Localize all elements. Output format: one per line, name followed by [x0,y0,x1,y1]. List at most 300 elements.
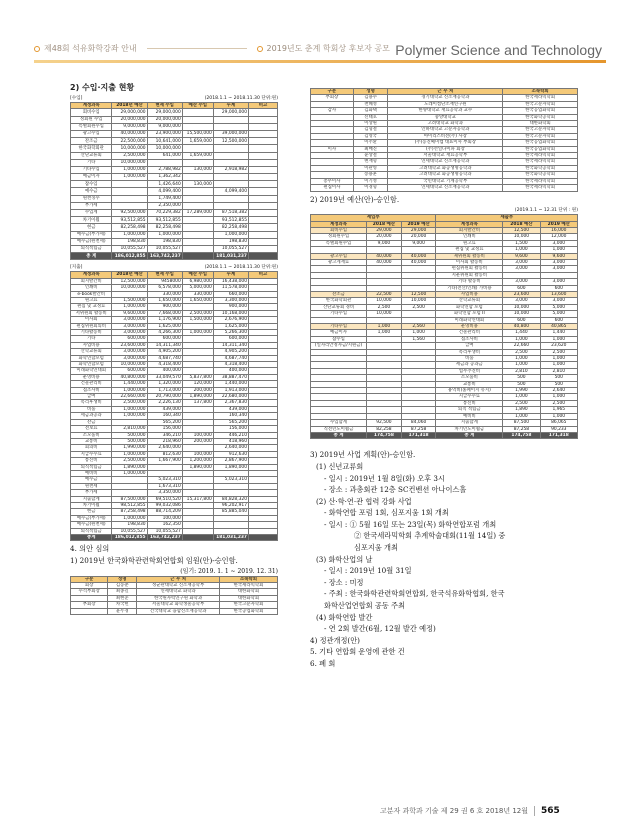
table-cell: 10,000,000 [147,145,182,152]
journal-info: 고분자 과학과 기술 제 29 권 6 호 2018년 12월 [380,807,529,815]
table-cell: 1,500,000 [112,297,147,303]
table-cell: 10,641,000 [147,138,182,145]
table-cell: 4,099,400 [147,188,182,195]
total-cell: 171,318 [401,432,436,438]
table-cell: 예수금 [71,188,112,195]
table-cell: 이사회 [71,317,112,323]
plan-line: (2) 산·학·연·관 협력 강화 사업 [316,496,412,506]
table-cell: 기타수입 [71,166,112,173]
table-cell: 20,790,000 [147,394,182,400]
table-cell: 기타수입 [311,311,367,317]
column-header: 현재 수입 [147,103,182,109]
table-cell: 1,440,000 [112,381,147,387]
table-cell: 현금 [71,509,112,515]
table-cell: 건물관리비 [436,330,503,336]
table-row [71,210,278,217]
total-cell: 181,031,237 [213,535,248,541]
table-cell: 예금이자 [311,330,367,336]
budget-unit: (2019.1.1 ~ 12.31 단위 : 원) [514,208,578,214]
table-cell: 총무이사 [311,178,354,184]
table-cell: 10,000,000 [112,362,147,368]
table-cell: 3,000 [503,266,540,272]
header-tabs [34,43,390,54]
table-cell: 96,202,917 [213,502,248,508]
table-cell: 40,000,000 [112,130,147,137]
table-cell: 1,200,000 [182,458,213,464]
table-cell: 최종길 [108,589,137,595]
table-cell: 3,350,000 [147,490,182,496]
table-cell: 경기대학교 신소재공학과 [388,95,503,101]
table-row [71,238,278,245]
table-cell: 1,713,000 [147,387,182,393]
table-row [71,166,278,173]
table-cell: 1,000,000 [112,166,147,173]
table-cell: 2,867,900 [213,458,248,464]
table-cell: 23,620 [540,343,577,349]
table-cell: 김형철 [353,127,388,133]
table-cell: 차기이월 [71,217,112,224]
table-cell: 대한화학회 [503,121,578,127]
table-cell: 3,000 [540,240,577,246]
table-cell: 2,226,130 [147,400,182,406]
table-cell: 2,676,900 [213,317,248,323]
table-cell: 한국화학회관 [311,298,367,304]
table-cell [249,123,278,130]
table-cell: 87,258 [503,426,540,432]
header-tab-1[interactable]: 제48회 석유화학강좌 안내 [44,44,137,53]
table-cell: 29,000 [401,227,436,233]
table-cell: 1,000 [540,247,577,253]
total-cell [182,253,213,260]
table-cell: 22,500,000 [112,138,147,145]
table-cell: 100,000 [182,451,213,457]
plan-line: 3) 2019년 사업 계획(안)-승인함. [310,450,416,460]
table-row [71,278,278,284]
table-cell: 미래화학연대회 [71,368,112,374]
table-cell: 한국화학공학회 [503,114,578,120]
table-cell: 3,000 [540,259,577,265]
table-cell: 인하대학교 고분자공학과 [388,127,503,133]
table-cell: 9,600,000 [112,310,147,316]
table-cell: 한국세라믹학회 [503,178,578,184]
table-cell: 12,500,000 [112,278,147,284]
table-cell: 82,258,498 [147,224,182,231]
table-cell: 9,000,000 [147,123,182,130]
table-cell: 원고료 [71,297,112,303]
table-cell: 3,000 [503,279,540,285]
table-cell: 5,000,000 [182,285,213,291]
table-cell: 10,168,000 [213,310,248,316]
table-cell: 급여 [436,343,503,349]
table-cell: 3,300,000 [213,297,248,303]
table-cell: 한국화학회관 [71,145,112,152]
table-cell: 1,990,000 [112,445,147,451]
table-cell: 이기성 [353,178,388,184]
table-cell: 원천세 [71,483,112,489]
table-cell: 1,000 [503,247,540,253]
table-cell: 10,000,000 [112,159,147,166]
table-cell: 1,659,000 [182,152,213,159]
table-cell: 퇴직적립금 [71,464,112,470]
table-cell: 기타(전산/인쇄) 가비용 [436,285,503,291]
table-cell: 1,673,310 [147,483,182,489]
total-cell [249,535,278,541]
table-cell [249,174,278,181]
table-cell: 부회장 [311,95,354,101]
table-cell: 900,000 [213,304,248,310]
table-label: [수입] [70,96,83,101]
table-cell: 93,512,855 [112,217,147,224]
table-cell [182,202,213,209]
table-cell: 29,000 [367,227,402,233]
plan-line: (3) 화학산업의 날 [316,554,373,564]
table-cell: 최현준 [108,595,137,601]
table-cell: 500 [540,381,577,387]
table-cell [213,181,248,188]
table-cell: 1,000 [503,413,540,419]
plan-line: - 화학연합 포럼 1회, 심포지움 1회 개최 [324,508,449,518]
table-cell: 5,023,310 [147,477,182,483]
officers-table-continued [310,88,578,192]
column-header: 누계 [213,103,248,109]
table-cell: 1,890,000 [213,464,248,470]
table-cell: 급여 [71,394,112,400]
table-cell: 40,800 [503,324,540,330]
table-unit: (2018.1.1 ~ 2018.11.30 단위:원) [204,96,278,101]
table-cell: 윤상철 [353,153,388,159]
table-cell: 1,000,000 [112,406,147,412]
table-cell: 1,913,000 [213,387,248,393]
column-header: 2019 예산 [540,221,577,227]
column-header: 예산 수입 [182,272,213,278]
table-cell: 예비비 [436,413,503,419]
table-cell: 1,000,000 [213,231,248,238]
table-cell: 1,000 [503,356,540,362]
table-cell: 한국공업화학회 [503,140,578,146]
plan-line: 4) 정관개정(안) [310,635,360,645]
table-cell [182,188,213,195]
table-cell [213,195,248,202]
table-cell: 1,000,000 [182,330,213,336]
table-cell [249,138,278,145]
table-cell: 산학교류회 [436,298,503,304]
table-cell: 99,032,086 [147,502,182,508]
table-cell: 16,000 [540,227,577,233]
table-cell: 4,905,200 [213,349,248,355]
table-cell: 10,000,000 [112,145,147,152]
table-cell: 최배진 [353,146,388,152]
table-cell: 한국고분자학회 [503,133,578,139]
table-cell: 446,210 [213,432,248,438]
table-cell: 1,000 [503,362,540,368]
column-header: 누계 [213,272,248,278]
column-header: 2018 예산 [503,221,540,227]
table-cell: 4,266,300 [147,330,182,336]
table-cell: 5,266,300 [213,330,248,336]
table-cell: 10,000,000 [112,285,147,291]
table-row [71,291,278,297]
plan-line: 심포지움 개최 [354,543,398,553]
table-row [71,138,278,145]
total-cell [249,253,278,260]
table-cell: 소모품비 [71,432,112,438]
table-cell: 92,500 [367,420,402,426]
column-header: 근 무 처 [388,89,503,95]
table-cell: 600,000 [112,368,147,374]
table-cell: 2,367,830 [213,400,248,406]
table-cell: 2,500,000 [182,310,213,316]
table-cell: 500 [503,381,540,387]
table-cell: 한국고분자학회 [503,127,578,133]
table-cell: 500 [540,375,577,381]
table-cell: 500 [503,375,540,381]
table-cell: 17,289,000 [182,210,213,217]
table-cell: 1,000,000 [112,451,147,457]
table-cell: 편집위원회 활동비 [436,266,503,272]
group-header: 세출부 [436,215,578,221]
column-header: 2018년 예산 [112,103,147,109]
page-header [0,0,622,62]
table-cell: 도레이첨단소재연구원 [388,101,503,107]
table-cell: 한국세라믹학회 [503,153,578,159]
table-cell: 565,200 [213,419,248,425]
table-cell: 84,060 [401,420,436,426]
table-cell: 광고게재료 [311,259,367,265]
table-row [71,202,278,209]
column-header: 소속학회 [503,89,578,95]
table-cell: 12,000 [540,234,577,240]
table-row [71,330,278,336]
left-column [70,78,278,615]
table-cell: 87,258 [401,426,436,432]
table-cell: 20,000,000 [112,116,147,123]
table-cell: 회의비 [71,445,112,451]
table-cell: 1,000 [503,394,540,400]
table-row [71,400,278,406]
table-cell: 500,000 [112,432,147,438]
table-cell [182,224,213,231]
table-cell [213,159,248,166]
table-row [311,185,578,191]
table-cell: 제위원회 활동비 [436,253,503,259]
table-cell: 운영비용 [436,324,503,330]
page-footer [380,806,560,816]
table-cell: 1,659,000 [182,138,213,145]
table-row [71,109,278,116]
table-cell: 고려대학교 화공생명공학과 [388,172,503,178]
table-cell: 화학연합포럼 [71,355,112,361]
table-cell: 9,600 [540,253,577,259]
total-cell: 174,758 [503,432,540,438]
table-cell: 산단교류회 경비 [311,304,367,310]
officers-table [70,576,278,615]
table-cell: 1,362,342 [147,174,182,181]
table-row [71,181,278,188]
column-header: 2019 예산 [401,221,436,227]
table-cell [213,123,248,130]
table-cell: 국민대학교 기계공학부 [388,178,503,184]
table-row [71,362,278,368]
table-cell: 439,000 [147,406,182,412]
table-cell: 중앙대학교 [388,114,503,120]
table-cell: 14,311,340 [147,342,182,348]
total-cell: 174,758 [367,432,402,438]
right-column [310,88,578,670]
table-cell: 한국세라믹학회 [503,95,578,101]
table-cell: 93,512,855 [147,217,182,224]
total-cell: 총 계 [436,432,503,438]
table-cell [182,159,213,166]
plan-line: - 장소 : 과총회관 12층 SC컨벤션 아나이스홀 [324,485,467,495]
table-cell: 1,440,000 [213,381,248,387]
table-cell: 통신비 [436,400,503,406]
table-row [71,310,278,316]
table-cell: 600,000 [112,336,147,342]
table-cell: 신태호 [353,114,388,120]
table-cell: 1,965 [540,407,577,413]
table-cell [249,224,278,231]
table-cell [182,109,213,116]
table-cell: 400,000 [147,368,182,374]
table-cell: 330,000 [147,291,182,297]
table-row [71,355,278,361]
table-cell: 수입합계 [311,420,367,426]
table-cell: 한국고분자학회 [220,602,278,608]
table-cell [147,159,182,166]
table-cell [182,231,213,238]
table-cell: 1,440 [503,330,540,336]
bullet-icon [34,46,40,52]
table-cell: 9,000 [401,240,436,246]
table-cell: 송용훈 [353,172,388,178]
table-row [71,174,278,181]
budget-heading: 2) 2019년 예산(안)-승인함. [310,194,400,204]
total-cell: 181,031,237 [213,253,248,260]
table-cell: 3,000 [503,298,540,304]
table-cell: 69,510,520 [147,496,182,502]
table-cell: 감사 [311,108,354,114]
table-row [71,323,278,329]
table-cell: 40,000 [367,259,402,265]
table-cell: 1,650,000 [182,297,213,303]
plan-line: (1) 신년교류회 [316,461,364,471]
table-cell: 한국고분자학회 [503,101,578,107]
table-cell: 예수금(원천세) [71,522,112,528]
table-row [71,231,278,238]
table-row [71,608,278,614]
column-header: 계정과목 [71,103,112,109]
table-cell: 22,660,000 [112,394,147,400]
table-cell: 1,000,000 [147,231,182,238]
table-cell: 1,426,640 [147,181,182,188]
table-cell: 화학연합 포럼 II [436,311,503,317]
table-cell: 이경형 [353,185,388,191]
table-cell: 비품 [71,406,112,412]
table-cell: 4,905,200 [147,349,182,355]
budget-table [310,214,578,439]
table-cell: 40,000 [401,259,436,265]
table-cell: 10,055,527 [213,245,248,252]
table-cell [182,217,213,224]
page-number: 565 [534,806,560,816]
table-cell: 198,830 [213,238,248,245]
table-cell: 1,749,400 [147,195,182,202]
table-cell: 비품 [436,356,503,362]
column-header: 성명 [353,89,388,95]
section-title: 2) 수입·지출 현황 [70,83,135,92]
table-cell: 3,000,000 [112,330,147,336]
table-cell: 2,500 [367,304,402,310]
table-cell: 이사 [311,146,354,152]
table-cell: 1,000 [367,330,402,336]
table-cell: 10,000 [401,298,436,304]
table-cell: 10,000 [367,311,402,317]
table-cell: 원천징수 [71,195,112,202]
plan-line: 화학산업연합회 공동 주최 [324,601,405,611]
header-tab-2[interactable]: 2019년도 춘계 학회상 후보자 공모 [266,44,390,53]
table-cell: 23,600,000 [112,342,147,348]
table-cell: 1,000,000 [112,387,147,393]
total-cell: 186,012,855 [112,253,147,260]
agenda-item: 1) 2019년 한국화학관련학회연합회 임원(안)-승인함. [70,556,238,565]
column-header: 성명 [108,576,137,582]
column-header: 비고 [249,272,278,278]
income-table [70,102,278,260]
table-cell [249,210,278,217]
table-cell: 기타수입 [311,324,367,330]
table-cell: 1,000,000 [112,515,147,521]
table-cell: 2,500 [401,304,436,310]
plan-line: - 장소 : 미정 [324,577,364,587]
table-cell: 200,000 [182,438,213,444]
table-cell: 인쇄비 [436,234,503,240]
total-row [311,432,578,438]
table-cell [182,145,213,152]
table-cell: 부가세 [71,490,112,496]
table-cell: 교통비 [71,438,112,444]
table-cell: 84,828,320 [213,496,248,502]
table-cell: 전보료 [71,426,112,432]
table-cell: 이사회 활동비 [436,259,503,265]
table-cell: 2,810 [503,368,540,374]
table-cell: 16,438,000 [213,278,248,284]
table-cell: 15,317,800 [182,496,213,502]
table-cell: 82,258,498 [213,224,248,231]
table-cell: 100,000 [147,515,182,521]
table-cell: 1,000 [540,413,577,419]
table-cell [182,174,213,181]
table-cell: 1,000 [540,336,577,342]
table-cell: 예수금 [71,477,112,483]
column-header: 소속학회 [220,576,278,582]
table-cell: 잔조금 [71,138,112,145]
table-cell [182,245,213,252]
table-cell: 5,000 [540,311,577,317]
column-header: 예산 수입 [182,103,213,109]
table-cell: 500,000 [112,438,147,444]
table-cell: 10,055,527 [147,245,182,252]
table-cell: 운영비용 [71,374,112,380]
table-cell: 198,830 [147,238,182,245]
column-header: 구분 [71,576,108,582]
table-row [71,188,278,195]
table-cell: 한국공업화학회 [503,146,578,152]
table-cell: 직전년도이월금 [311,426,367,432]
table-cell: (주)동진쎄미켐 대표이사 부회장 [388,140,503,146]
plan-line: ② 한국세라믹학회 추계학술대회(11월 14일) 중 [354,531,506,541]
table-cell: 87,518,382 [213,210,248,217]
business-plan [310,449,578,669]
